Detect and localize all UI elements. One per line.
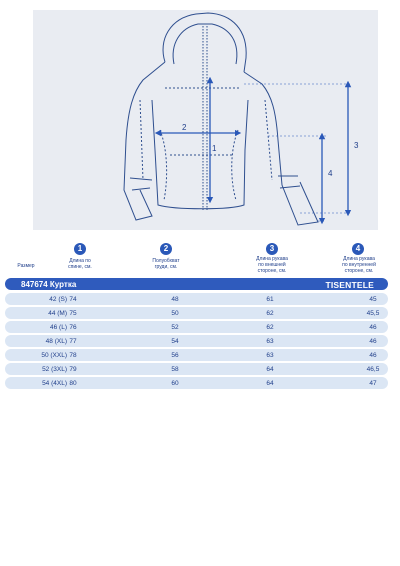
- jacket-drawing: [0, 0, 400, 232]
- table-row: [5, 321, 388, 333]
- sleeve-inner-cell: 46: [369, 351, 377, 359]
- chest-cell: 58: [171, 365, 179, 373]
- measurement-lines: [158, 80, 348, 221]
- col1-header: Длина по спине, см.: [68, 258, 92, 270]
- col1-number: 1: [74, 243, 86, 255]
- col3-header: Длина рукава по внешней стороне, см.: [256, 256, 288, 274]
- length-cell: 79: [69, 365, 77, 373]
- table-row: [5, 307, 388, 319]
- size-cell: 48 (XL): [45, 337, 67, 345]
- length-cell: 74: [69, 295, 77, 303]
- size-cell: 50 (XXL): [41, 351, 67, 359]
- callout-1: 1: [212, 144, 217, 153]
- chest-cell: 52: [171, 323, 179, 331]
- chest-cell: 50: [171, 309, 179, 317]
- size-cell: 46 (L): [50, 323, 67, 331]
- chest-cell: 60: [171, 379, 179, 387]
- size-header: Размер: [17, 263, 35, 269]
- sleeve-outer-cell: 61: [266, 295, 274, 303]
- product-title-bar: [5, 278, 388, 290]
- sleeve-inner-cell: 45: [369, 295, 377, 303]
- sleeve-inner-cell: 46: [369, 337, 377, 345]
- jacket-outline: [124, 13, 318, 225]
- callout-2: 2: [182, 123, 187, 132]
- length-cell: 76: [69, 323, 77, 331]
- brand-name: TISENTELE: [325, 279, 374, 290]
- callout-3: 3: [354, 141, 359, 150]
- size-table-header: [0, 240, 400, 276]
- table-row: [5, 349, 388, 361]
- jacket-sketch: [0, 0, 400, 232]
- col4-header: Длина рукава по внутренней стороне, см.: [342, 256, 376, 274]
- sleeve-outer-cell: 62: [266, 323, 274, 331]
- size-cell: 42 (S): [49, 295, 67, 303]
- sleeve-outer-cell: 63: [266, 337, 274, 345]
- sleeve-inner-cell: 46: [369, 323, 377, 331]
- sleeve-outer-cell: 62: [266, 309, 274, 317]
- table-row: [5, 335, 388, 347]
- chest-cell: 54: [171, 337, 179, 345]
- length-cell: 78: [69, 351, 77, 359]
- size-cell: 54 (4XL): [42, 379, 67, 387]
- sleeve-outer-cell: 63: [266, 351, 274, 359]
- length-cell: 77: [69, 337, 77, 345]
- table-row: [5, 377, 388, 389]
- product-title: 847674 Куртка: [21, 279, 77, 289]
- size-cell: 52 (3XL): [42, 365, 67, 373]
- sleeve-outer-cell: 64: [266, 379, 274, 387]
- col2-header: Полуобхват груди, см.: [152, 258, 180, 270]
- sleeve-inner-cell: 46,5: [366, 365, 380, 373]
- col2-number: 2: [160, 243, 172, 255]
- chest-cell: 56: [171, 351, 179, 359]
- length-cell: 75: [69, 309, 77, 317]
- length-cell: 80: [69, 379, 77, 387]
- table-row: [5, 363, 388, 375]
- guide-lines: [244, 84, 352, 221]
- sleeve-outer-cell: 64: [266, 365, 274, 373]
- table-row: [5, 293, 388, 305]
- size-cell: 44 (M): [48, 309, 67, 317]
- col4-number: 4: [352, 243, 364, 255]
- callout-4: 4: [328, 169, 333, 178]
- chest-cell: 48: [171, 295, 179, 303]
- sleeve-inner-cell: 45,5: [366, 309, 380, 317]
- col3-number: 3: [266, 243, 278, 255]
- sleeve-inner-cell: 47: [369, 379, 377, 387]
